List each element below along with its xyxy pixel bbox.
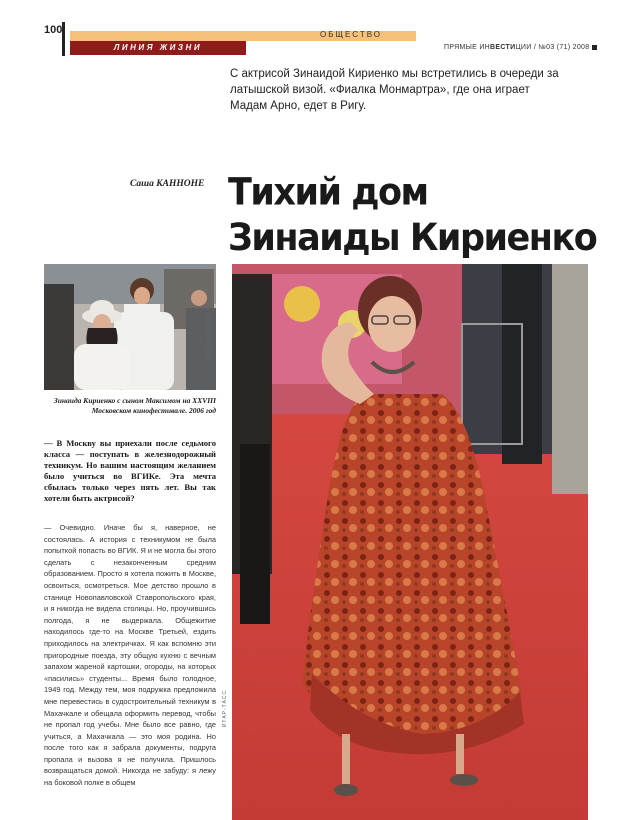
photo-small: [44, 264, 216, 390]
lead-paragraph: С актрисой Зинаидой Кириенко мы встретились в очереди за латышской визой. «Фиалка Монмартра», где она играет Мадам Арно, едет в Ригу.: [230, 68, 559, 112]
magazine-prefix: ПРЯМЫЕ ИН: [444, 44, 491, 51]
magazine-suffix: ЦИИ / №03 (71) 2008: [515, 44, 590, 51]
photo-small-illustration: [44, 264, 216, 390]
magazine-issue: [444, 44, 597, 51]
interview-question: — В Москву вы приехали после седьмого класса — поступать в железнодорожный техникум. Но вашим настоящим желанием было учиться во ВГИКе. Эта мечта сбылась только через пять лет. Вы так хотели быть актрисой?: [44, 438, 216, 503]
title-line-1: Тихий дом: [228, 171, 428, 215]
section-label: ОБЩЕСТВО: [320, 30, 382, 39]
photo-main-illustration: [232, 264, 588, 820]
rubric-label: ЛИНИЯ ЖИЗНИ: [113, 43, 203, 52]
title-line-2: Зинаиды Кириенко: [228, 216, 597, 260]
square-bullet-icon: [592, 45, 597, 50]
magazine-bold: ВЕСТИ: [490, 44, 516, 51]
page-number: 100: [44, 24, 63, 36]
photo-small-caption: Зинаида Кириенко с сыном Максимом на XXVIII Московском кинофестивале. 2006 год: [53, 396, 216, 415]
author-byline: Саша КАННОНЕ: [130, 179, 205, 189]
photo-small-credit: PHOTO.MYBEAU.RU: [206, 300, 212, 364]
photo-main-credit: ИТАР-ТАСС: [222, 690, 228, 728]
photo-main: [232, 264, 588, 820]
interview-answer: — Очевидно. Иначе бы я, наверное, не состоялась. А история с техникумом не была попыткой попасть во ВГИК. Я и не могла бы этого сделать с незаконченным средним образованием. Просто я хотела пожить в Москве, освоиться, осмотреться. Мое детство прошло в станице Новопавловской Ставропольского края, и я никогда не видела столицы. Но, проучившись полгода, я не выдержала. Общежитие находилось где-то на Москве Третьей, ездить приходилось на электричках. Я как вспомню эти пригородные поезда, эту общую кухню с вечным запахом жареной картошки, огороды, на которых «пасились» студенты... Время было голодное, 1949 год. Между тем, моя подружка предложила мне перевестись в судостроительный техникум в Махачкале и обещала оформить перевод, чтобы не пропал год учебы. Мне было все равно, где учиться, а Махачкала — это моя родина. Но после того как я забрала документы, подруга пропала и вызова я не получила. Пришлось возвращаться домой. Никогда не забуду: я лежу на боковой полке в общем: [44, 523, 216, 788]
article-title: [228, 170, 628, 261]
header-divider: [62, 22, 65, 56]
